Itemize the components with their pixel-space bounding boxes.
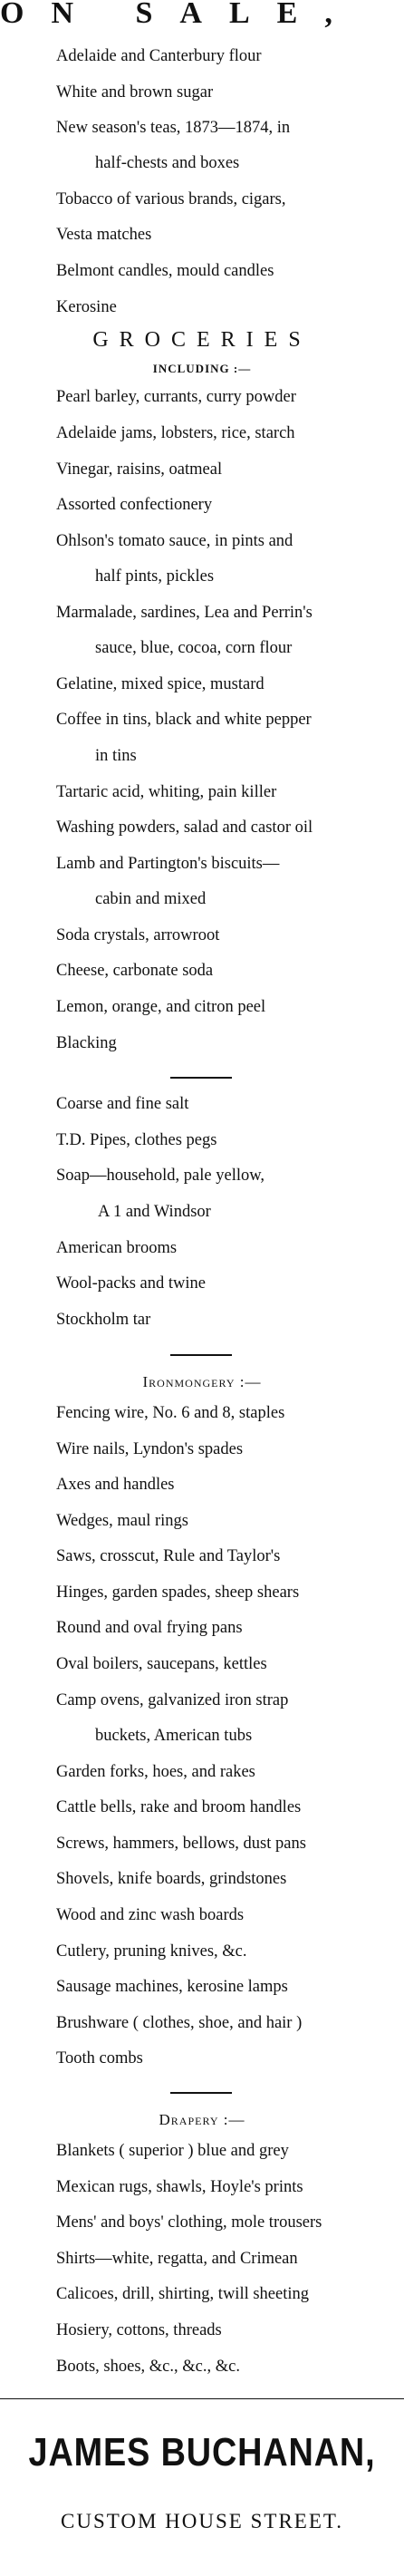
drapery-item: Shirts—white, regatta, and Crimean: [56, 2250, 298, 2268]
misc-item: Coarse and fine salt: [56, 1095, 189, 1113]
grocery-item-continued: in tins: [95, 747, 137, 765]
grocery-item: Blacking: [56, 1034, 117, 1052]
grocery-item: Adelaide jams, lobsters, rice, starch: [56, 424, 295, 442]
sale-item: Tobacco of various brands, cigars,: [56, 190, 286, 208]
misc-item: T.D. Pipes, clothes pegs: [56, 1131, 217, 1149]
ironmongery-item: Saws, crosscut, Rule and Taylor's: [56, 1547, 281, 1565]
grocery-item: Lamb and Partington's biscuits—: [56, 855, 280, 873]
merchant-name: JAMES BUCHANAN,: [28, 2430, 376, 2474]
grocery-item: Washing powders, salad and castor oil: [56, 818, 313, 837]
sale-item: Vesta matches: [56, 226, 152, 244]
ironmongery-item: Wood and zinc wash boards: [56, 1906, 245, 1924]
ironmongery-item: Wedges, maul rings: [56, 1512, 188, 1530]
groceries-subheading: INCLUDING :—: [152, 362, 252, 375]
ironmongery-item: Camp ovens, galvanized iron strap: [56, 1691, 289, 1709]
misc-item: Stockholm tar: [56, 1311, 151, 1329]
on-sale-heading: ON SALE,: [0, 0, 360, 30]
grocery-item: Tartaric acid, whiting, pain killer: [56, 783, 277, 801]
sale-item-continued: half-chests and boxes: [95, 154, 240, 172]
ironmongery-item: Tooth combs: [56, 2049, 143, 2068]
grocery-item: Marmalade, sardines, Lea and Perrin's: [56, 604, 313, 622]
ironmongery-item-continued: buckets, American tubs: [95, 1727, 253, 1745]
groceries-heading: GROCERIES: [92, 328, 312, 352]
sale-item: Adelaide and Canterbury flour: [56, 47, 262, 65]
ironmongery-item: Fencing wire, No. 6 and 8, staples: [56, 1404, 285, 1422]
grocery-item-continued: sauce, blue, cocoa, corn flour: [95, 639, 293, 657]
ironmongery-item: Wire nails, Lyndon's spades: [56, 1440, 244, 1458]
ironmongery-item: Garden forks, hoes, and rakes: [56, 1763, 255, 1781]
drapery-heading: Drapery :—: [159, 2111, 245, 2128]
drapery-item: Mens' and boys' clothing, mole trousers: [56, 2213, 322, 2232]
misc-item-continued: A 1 and Windsor: [98, 1203, 211, 1221]
grocery-item: Vinegar, raisins, oatmeal: [56, 460, 223, 479]
ironmongery-item: Sausage machines, kerosine lamps: [56, 1978, 288, 1996]
grocery-item: Gelatine, mixed spice, mustard: [56, 675, 265, 693]
ironmongery-heading: Ironmongery :—: [142, 1373, 262, 1390]
drapery-item: Calicoes, drill, shirting, twill sheeting: [56, 2285, 310, 2303]
sale-item: White and brown sugar: [56, 83, 214, 102]
misc-item: Soap—household, pale yellow,: [56, 1167, 265, 1185]
grocery-item: Pearl barley, currants, curry powder: [56, 388, 296, 406]
drapery-item: Boots, shoes, &c., &c., &c.: [56, 2358, 240, 2376]
grocery-item: Assorted confectionery: [56, 496, 213, 514]
ironmongery-item: Cattle bells, rake and broom handles: [56, 1798, 302, 1816]
grocery-item: Lemon, orange, and citron peel: [56, 998, 266, 1016]
ironmongery-item: Oval boilers, saucepans, kettles: [56, 1655, 267, 1673]
sale-item: Belmont candles, mould candles: [56, 262, 274, 280]
drapery-item: Blankets ( superior ) blue and grey: [56, 2142, 289, 2160]
ironmongery-item: Screws, hammers, bellows, dust pans: [56, 1835, 306, 1853]
ironmongery-item: Brushware ( clothes, shoe, and hair ): [56, 2014, 303, 2032]
footer-rule: [0, 2398, 404, 2399]
drapery-item: Mexican rugs, shawls, Hoyle's prints: [56, 2178, 303, 2196]
misc-item: American brooms: [56, 1239, 178, 1257]
grocery-item: Coffee in tins, black and white pepper: [56, 711, 312, 729]
grocery-item-continued: half pints, pickles: [95, 567, 215, 586]
ironmongery-item: Shovels, knife boards, grindstones: [56, 1870, 287, 1888]
grocery-item: Soda crystals, arrowroot: [56, 926, 220, 944]
section-divider: [170, 1354, 232, 1356]
sale-item: New season's teas, 1873—1874, in: [56, 119, 291, 137]
ironmongery-item: Round and oval frying pans: [56, 1619, 243, 1637]
drapery-item: Hosiery, cottons, threads: [56, 2321, 222, 2339]
ironmongery-item: Hinges, garden spades, sheep shears: [56, 1583, 300, 1602]
ironmongery-item: Axes and handles: [56, 1476, 175, 1494]
grocery-item: Cheese, carbonate soda: [56, 962, 214, 980]
section-divider: [170, 2092, 232, 2094]
section-divider: [170, 1077, 232, 1079]
misc-item: Wool-packs and twine: [56, 1274, 206, 1293]
merchant-address: CUSTOM HOUSE STREET.: [61, 2510, 343, 2532]
grocery-item: Ohlson's tomato sauce, in pints and: [56, 532, 293, 550]
grocery-item-continued: cabin and mixed: [95, 890, 207, 908]
ironmongery-item: Cutlery, pruning knives, &c.: [56, 1942, 247, 1961]
sale-item: Kerosine: [56, 298, 117, 316]
